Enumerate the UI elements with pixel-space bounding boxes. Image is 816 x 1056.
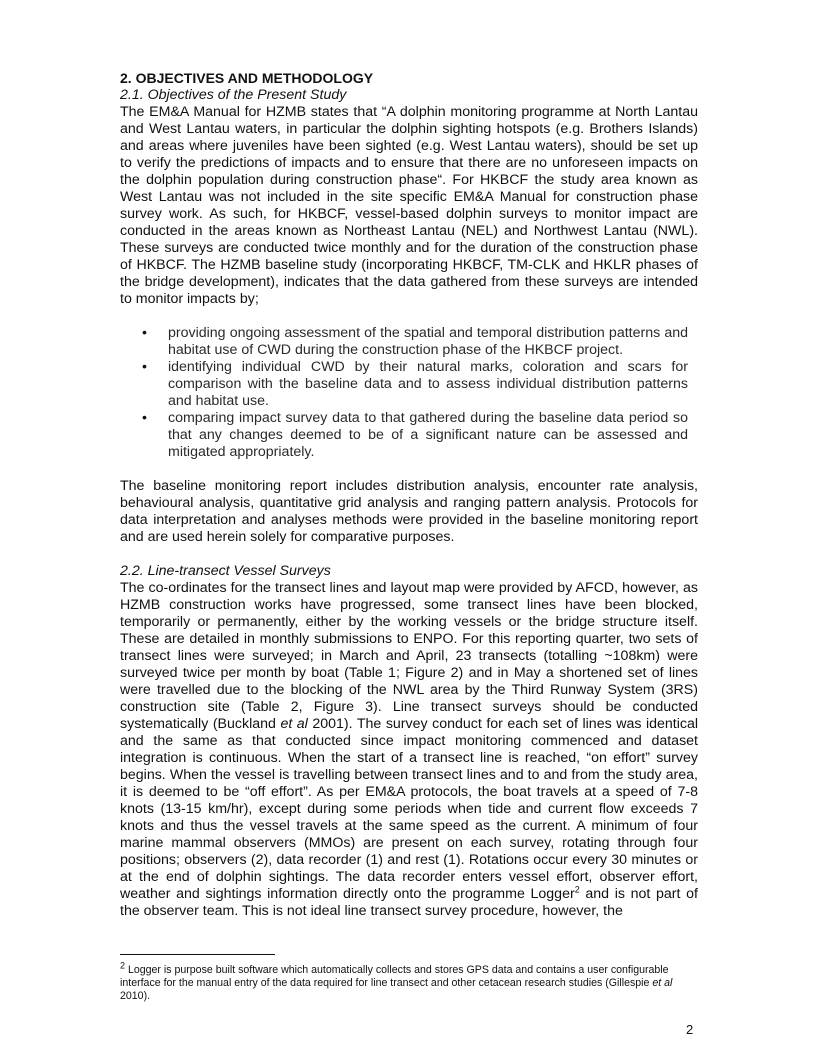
document-body xyxy=(120,70,698,920)
section-heading: 2. OBJECTIVES AND METHODOLOGY xyxy=(120,70,374,86)
bullet-item xyxy=(142,325,688,359)
vessel-surveys-paragraph: The co-ordinates for the transect lines and layout map were provided by AFCD, however, as HZMB construction works have progressed, some transect lines have been blocked, temporarily or permanently, either by the working vessels or the bridge structure itself. These are detailed in monthly submissions to ENPO. For this reporting quarter, two sets of transect lines were surveyed; in March and April, 23 transects (totalling ~108km) were surveyed twice per month by boat (Table 1; Figure 2) and in May a shortened set of lines were travelled due to the blocking of the NWL area by the Third Runway System (3RS) construction site (Table 2, Figure 3). Line transect surveys should be conducted systematically (Buckland et al 2001). The survey conduct for each set of lines was identical and the same as that conducted since impact monitoring commenced and dataset integration is continuous. When the start of a transect line is reached, “on effort” survey begins. When the vessel is travelling between transect lines and to and from the study area, it is deemed to be “off effort”. As per EM&A protocols, the boat travels at a speed of 7-8 knots (13-15 km/hr), except during some periods when tide and current flow exceeds 7 knots and thus the vessel travels at the same speed as the current. A minimum of four marine mammal observers (MMOs) are present on each survey, rotating through four positions; observers (2), data recorder (1) and rest (1). Rotations occur every 30 minutes or at the end of dolphin sightings. The data recorder enters vessel effort, observer effort, weather and sightings information directly onto the programme Logger$^2$ and is not part of the observer team. This is not ideal line transect survey procedure, however, the xyxy=(120,580,698,919)
subsection-title-vessel-surveys: 2.2. Line-transect Vessel Surveys xyxy=(120,563,331,579)
bullet-text: identifying individual CWD by their natural marks, coloration and scars for comparison with the baseline data and to assess individual distribution patterns and habitat use. xyxy=(168,359,688,409)
et-al-italic: et al xyxy=(280,716,308,732)
footnote-marker: 2 xyxy=(120,960,126,971)
bullet-icon: • xyxy=(142,410,147,426)
bullet-text: comparing impact survey data to that gathered during the baseline data period so that any changes deemed to be of a significant nature can be assessed and mitigated appropriately. xyxy=(168,410,688,460)
objectives-bullet-list xyxy=(120,325,688,461)
page-number: 2 xyxy=(686,1022,694,1037)
footnote-divider xyxy=(120,954,275,955)
bullet-item xyxy=(142,359,688,410)
footnote: $^2$ Logger is purpose built software which automatically collects and stores GPS data and contains a user configurable interface for the manual entry of the data required for line transect and other cetacean research studies (Gillespie et al 2010). xyxy=(120,960,673,1002)
bullet-icon: • xyxy=(142,325,147,341)
bullet-text: providing ongoing assessment of the spatial and temporal distribution patterns and habitat use of CWD during the construction phase of the HKBCF project. xyxy=(168,325,688,358)
bullet-item xyxy=(142,410,688,461)
footnote-reference: 2 xyxy=(574,884,580,895)
bullet-icon: • xyxy=(142,359,147,375)
objectives-paragraph: The EM&A Manual for HZMB states that “A dolphin monitoring programme at North Lantau and West Lantau waters, in particular the dolphin sighting hotspots (e.g. Brothers Islands) and areas where juveniles have been sighted (e.g. West Lantau waters), should be set up to verify the predictions of impacts and to ensure that there are no unforeseen impacts on the dolphin population during construction phase“. For HKBCF the study area known as West Lantau was not included in the site specific EM&A Manual for construction phase survey work. As such, for HKBCF, vessel-based dolphin surveys to monitor impact are conducted in the areas known as Northeast Lantau (NEL) and Northwest Lantau (NWL). These surveys are conducted twice monthly and for the duration of the construction phase of HKBCF. The HZMB baseline study (incorporating HKBCF, TM-CLK and HKLR phases of the bridge development), indicates that the data gathered from these surveys are intended to monitor impacts by; xyxy=(120,104,698,307)
subsection-title-objectives: 2.1. Objectives of the Present Study xyxy=(120,87,347,103)
baseline-report-paragraph: The baseline monitoring report includes distribution analysis, encounter rate analysis, behavioural analysis, quantitative grid analysis and ranging pattern analysis. Protocols for data interpretation and analyses methods were provided in the baseline monitoring report and are used herein solely for comparative purposes. xyxy=(120,478,698,545)
